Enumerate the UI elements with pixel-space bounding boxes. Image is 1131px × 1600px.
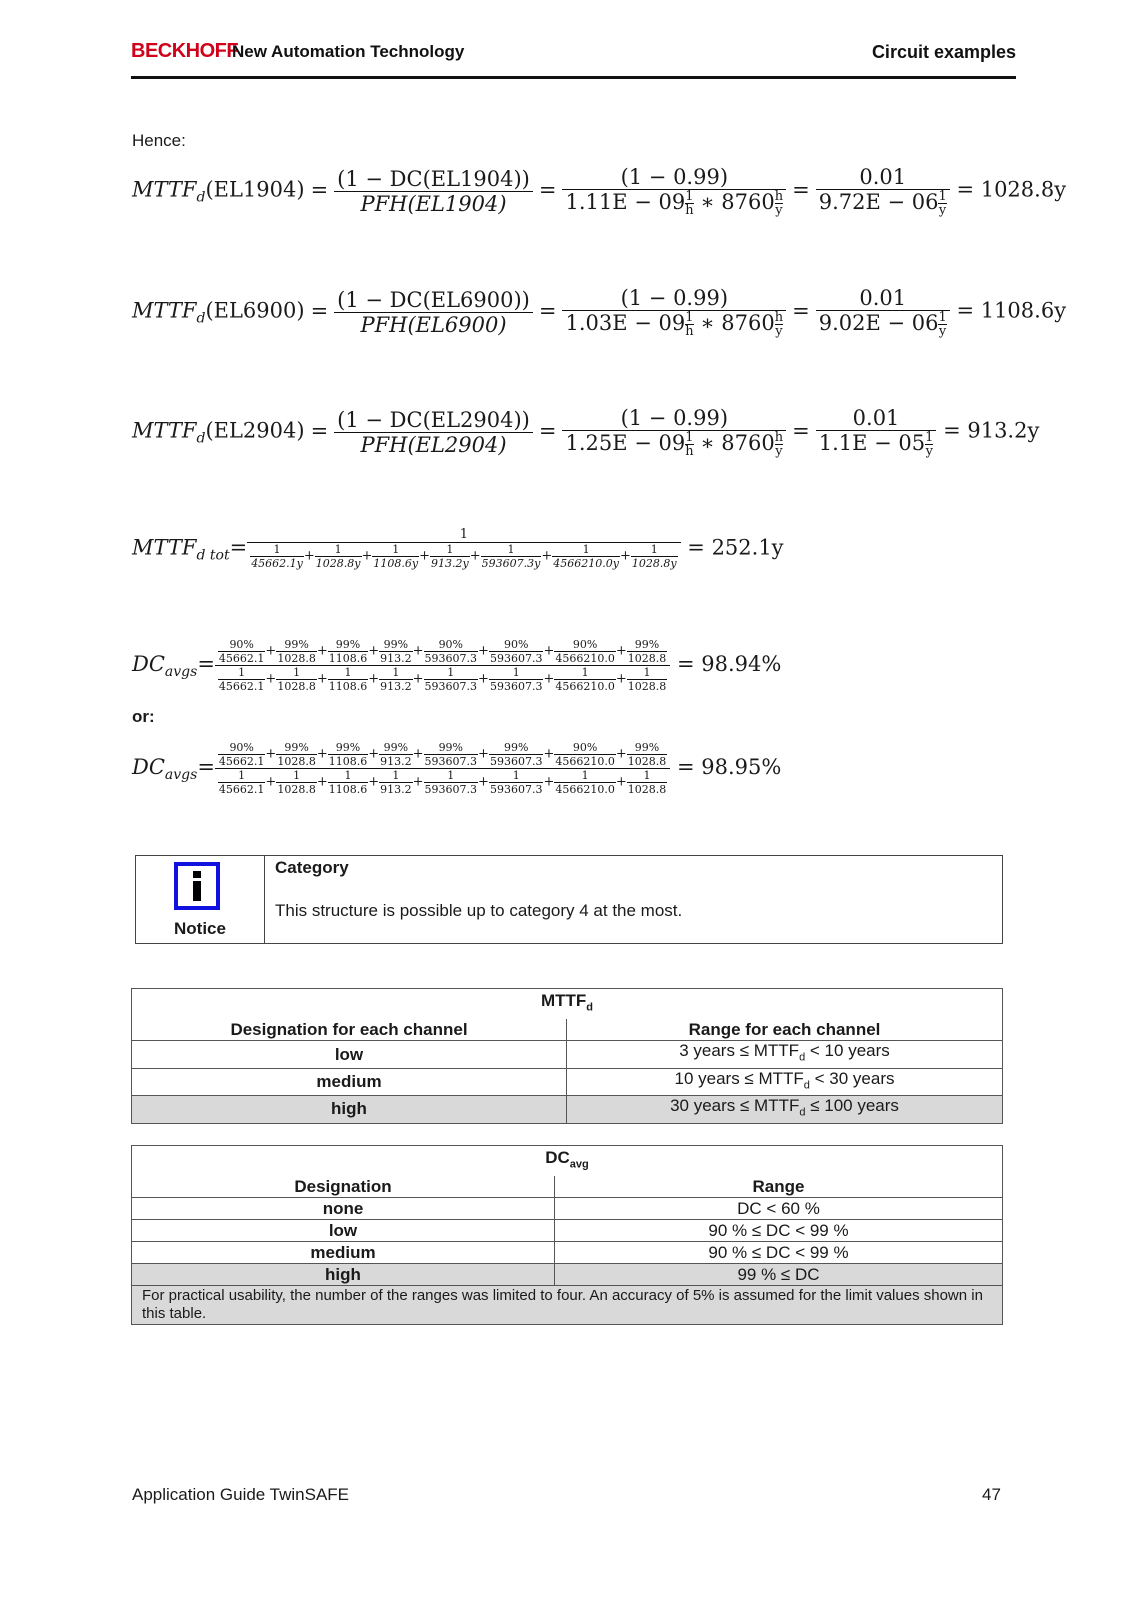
dcavg-footnote: For practical usability, the number of the ranges was limited to four. An accuracy of 5% is assumed for the limit values shown in this table. [132,1286,1003,1325]
mttf-formula-row: $MTTF_d(EL1904)$ = $\frac{(1 - DC(EL1904))}{\text{PFH(EL1904)}}$ = (1 − 0.99) 1.11E − 09 $\frac{1}{h}$ ∗ 8760 $\frac{h}{y}$ = 0.01 9.72E − 06 $\frac{1}{y}$ = 1028.8y [132,165,1067,218]
intro-text: Hence: [132,131,186,150]
brand-tagline: New Automation Technology [232,42,465,61]
table-row: high 99 % ≤ DC [132,1264,1003,1286]
notice-text: This structure is possible up to category 4 at the most. [275,901,683,920]
table-row: none DC < 60 % [132,1198,1003,1220]
notice-box [135,855,1003,944]
table-row: low 90 % ≤ DC < 99 % [132,1220,1003,1242]
table-row: low 3 years ≤ $MTTF_d < 10$ years [132,1041,1003,1068]
mttf-col1-header: Designation for each channel [132,1019,567,1041]
dcavg-col2-header: Range [555,1176,1003,1198]
notice-label: Notice [174,919,226,938]
mttf-table-title: $MTTF_d$ [132,989,1003,1020]
dcavg-col1-header: Designation [132,1176,555,1198]
table-row: medium 10 years ≤ $MTTF_d < 30$ years [132,1068,1003,1095]
dcavg-table [131,1145,1003,1325]
footer-doc-title: Application Guide TwinSAFE [132,1485,350,1504]
table-row: high 30 years ≤ $MTTF_d \le 100$ years [132,1096,1003,1123]
dcavg-table-title: $DC_{avg}$ [132,1146,1003,1177]
brand-logo: BECKHOFF [131,40,239,62]
dcavg-formula-1: $DC_{avgs}=$ $\frac{90\%}{45662.1}$ + $\frac{99\%}{1028.8}$ + $\frac{99\%}{1108.6}$ + $\frac{99\%}{913.2}$ + $\frac{90\%}{593607.3}$ + $\frac{90\%}{593607.3}$ + $\frac{90\%}{4566210.0}$ + $\frac{99\%}{1028.8}$ $\frac{1}{45662.1}$ + $\frac{1}{1028.8}$ + $\frac{1}{1108.6}$ + $\frac{1}{913.2}$ + $\frac{1}{593607.3}$ + $\frac{1}{593607.3}$ + $\frac{1}{4566210.0}$ + $\frac{1}{1028.8}$ = 98.94% [132,638,782,693]
notice-icon-cell [136,856,265,943]
page-number: 47 [982,1485,1001,1504]
or-label: or: [132,707,155,726]
mttf-col2-header: Range for each channel [567,1019,1003,1041]
mttf-formula-row: $MTTF_d(EL6900)$ = $\frac{(1 - DC(EL6900))}{\text{PFH(EL6900)}}$ = (1 − 0.99) 1.03E − 09 $\frac{1}{h}$ ∗ 8760 $\frac{h}{y}$ = 0.01 9.02E − 06 $\frac{1}{y}$ = 1108.6y [132,286,1067,339]
mttf-total-formula: $MTTF_{d tot}=$ 1 $\frac{1}{45662.1y}$ + $\frac{1}{1028.8y}$ + $\frac{1}{1108.6y}$ + $\frac{1}{913.2y}$ + $\frac{1}{593607.3y}$ + $\frac{1}{4566210.0y}$ + $\frac{1}{1028.8y}$ = 252.1y [132,527,784,570]
table-row: medium 90 % ≤ DC < 99 % [132,1242,1003,1264]
dcavg-formula-2: $DC_{avgs}=$ $\frac{90\%}{45662.1}$ + $\frac{99\%}{1028.8}$ + $\frac{99\%}{1108.6}$ + $\frac{99\%}{913.2}$ + $\frac{99\%}{593607.3}$ + $\frac{99\%}{593607.3}$ + $\frac{90\%}{4566210.0}$ + $\frac{99\%}{1028.8}$ $\frac{1}{45662.1}$ + $\frac{1}{1028.8}$ + $\frac{1}{1108.6}$ + $\frac{1}{913.2}$ + $\frac{1}{593607.3}$ + $\frac{1}{593607.3}$ + $\frac{1}{4566210.0}$ + $\frac{1}{1028.8}$ = 98.95% [132,741,782,796]
mttf-formula-row: $MTTF_d(EL2904)$ = $\frac{(1 - DC(EL2904))}{\text{PFH(EL2904)}}$ = (1 − 0.99) 1.25E − 09 $\frac{1}{h}$ ∗ 8760 $\frac{h}{y}$ = 0.01 1.1E − 05 $\frac{1}{y}$ = 913.2y [132,406,1040,459]
info-icon [174,862,220,910]
notice-title: Category [275,858,349,877]
section-title: Circuit examples [871,42,1016,62]
mttf-table [131,988,1003,1124]
page-header [131,40,1016,79]
